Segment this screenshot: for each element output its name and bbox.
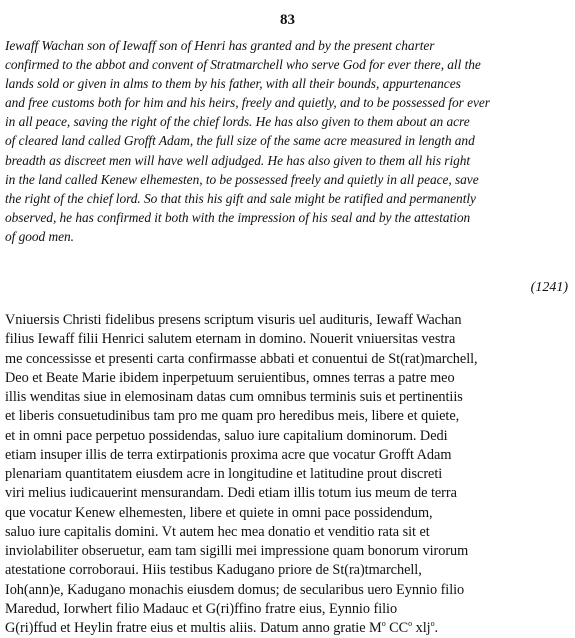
summary-line: observed, he has confirmed it both with the impression of his seal and by the attestation xyxy=(5,209,471,225)
superscript-mark: o xyxy=(430,619,435,629)
summary-line: breadth as discreet men will have well adjudged. He has also given to them all his right xyxy=(5,152,471,168)
latin-text-segment: xlj xyxy=(412,620,431,636)
latin-line: et liberis consuetudinibus tam pro me quam pro heredibus meis, libere et quiete, xyxy=(5,408,460,425)
superscript-mark: o xyxy=(381,619,386,629)
summary-line: lands sold or given in alms to them by his father, with all their bounds, appurtenances xyxy=(5,76,461,92)
latin-line: Deo et Beate Marie ibidem inperpetuum seruientibus, omnes terras a patre meo xyxy=(5,369,455,386)
latin-line-dating-clause xyxy=(5,619,570,638)
latin-line: et in omni pace perpetuo possidendas, saluo iure capitalium dominorum. Dedi xyxy=(5,427,448,444)
latin-line: etiam insuper illis de terra extirpationis proxima acre que vocatur Grofft Adam xyxy=(5,446,452,463)
summary-line: confirmed to the abbot and convent of Stratmarchell who serve God for ever there, all the xyxy=(5,57,481,73)
latin-line: plenariam quantitatem eiusdem acre in longitudine et latitudine prout discreti xyxy=(5,466,443,482)
summary-line: in the land called Kenew elhemesten, to be possessed freely and quietly in all peace, save xyxy=(5,171,479,187)
latin-line: me concessisse et presenti carta confirmasse abbati et conuentui de St(rat)marchell, xyxy=(5,350,478,367)
latin-line: saluo iure capitalis domini. Vt autem hec mea donatio et venditio rata sit et xyxy=(5,523,430,540)
summary-line: of cleared land called Grofft Adam, the full size of the same acre measured in length and xyxy=(5,133,475,149)
latin-line: atestatione corroboraui. Hiis testibus Kadugano priore de St(ra)tmarchell, xyxy=(5,562,422,579)
summary-line: and free customs both for him and his heirs, freely and quietly, and to be possessed for ever xyxy=(5,95,490,111)
summary-line: the right of the chief lord. So that this his gift and sale might be ratified and permanently xyxy=(5,190,476,206)
latin-line: que vocatur Kenew elhemesten, libere et quiete in omni pace possidendum, xyxy=(5,504,433,521)
latin-line: filius Iewaff filii Henrici salutem eternam in domino. Nouerit vniuersitas vestra xyxy=(5,331,456,348)
latin-line: Ioh(ann)e, Kadugano monachis eiusdem domus; de secularibus uero Eynnio filio xyxy=(5,581,465,598)
summary-line: of good men. xyxy=(5,228,74,244)
charter-date: (1241) xyxy=(530,280,568,295)
latin-line: illis wenditas siue in elemosinam datas cum omnibus terminis suis et pertinentiis xyxy=(5,389,463,405)
latin-line: Vniuersis Christi fidelibus presens scriptum visuris uel audituris, Iewaff Wachan xyxy=(5,312,462,328)
summary-line: in all peace, saving the right of the chief lords. He has also given to them about an acre xyxy=(5,114,470,130)
latin-text-segment: . xyxy=(434,620,439,636)
superscript-mark: o xyxy=(408,619,413,629)
latin-text-segment: G(ri)ffud et Heylin fratre eius et multis aliis. Datum anno gratie M xyxy=(5,620,382,636)
latin-text-segment: CC xyxy=(385,620,409,636)
english-summary xyxy=(5,36,570,246)
latin-charter-text xyxy=(5,311,570,638)
latin-line: inviolabiliter obseruetur, eam tam sigilli mei impressione quam bonorum virorum xyxy=(5,543,469,559)
summary-line: Iewaff Wachan son of Iewaff son of Henri has granted and by the present charter xyxy=(5,38,435,53)
latin-line: Maredud, Iorwhert filio Madauc et G(ri)ffino fratre eius, Eynnio filio xyxy=(5,600,398,617)
page-number: 83 xyxy=(280,12,295,28)
latin-line: viri melius iudicauerint mensurandam. Dedi etiam illis totum ius meum de terra xyxy=(5,485,457,502)
